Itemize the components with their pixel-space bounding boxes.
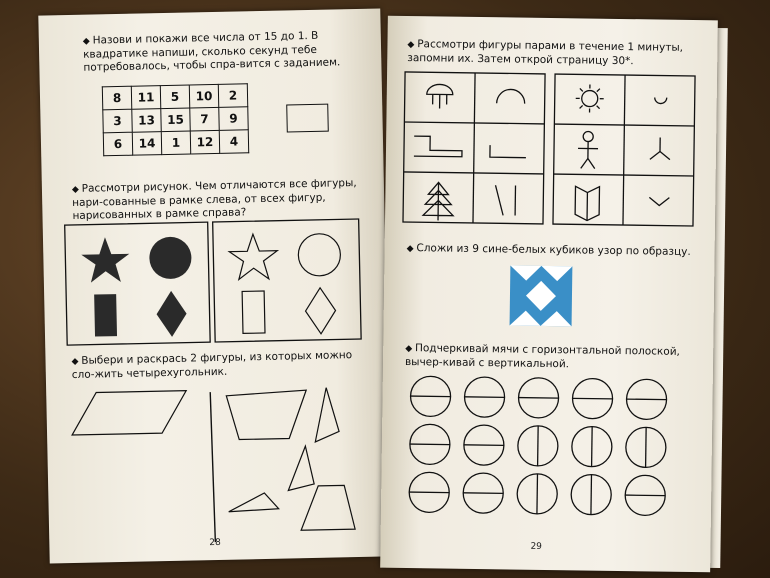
ball-vertical-stripe[interactable] <box>571 474 612 515</box>
grid-row <box>103 130 248 156</box>
ball-vertical-stripe[interactable] <box>517 474 558 515</box>
task-1-text: ◆ Назови и покажи все числа от 15 до 1. В квадратике напиши, сколько секунд тебе потребовалось, чтобы спра-вится с заданием. <box>83 29 366 75</box>
number-grid <box>102 83 249 156</box>
ball-horizontal-stripe[interactable] <box>464 425 505 466</box>
ball-horizontal-stripe[interactable] <box>626 379 667 420</box>
grid-cell[interactable]: 7 <box>190 107 219 131</box>
left-frame <box>65 222 210 345</box>
outline-rectangle <box>242 291 265 333</box>
grid-cell[interactable]: 10 <box>189 84 218 108</box>
ball-horizontal-stripe[interactable] <box>410 424 451 465</box>
ball-horizontal-stripe[interactable] <box>463 473 504 514</box>
ball-horizontal-stripe[interactable] <box>464 377 505 418</box>
grid-cell[interactable]: 13 <box>132 109 161 133</box>
shapes-frames <box>65 219 368 355</box>
grid-cell[interactable]: 9 <box>219 107 248 131</box>
outline-star <box>229 234 278 280</box>
stick-figure <box>583 131 593 141</box>
chevron-shape <box>649 197 669 205</box>
memory-pairs <box>403 72 705 236</box>
right-frame <box>213 219 361 342</box>
balls-grid <box>407 374 689 538</box>
outline-diamond <box>305 287 336 334</box>
cubes-task-text: ◆ Сложи из 9 сине-белых кубиков узор по образцу. <box>407 242 699 260</box>
ball-vertical-stripe[interactable] <box>518 426 559 467</box>
triangle-flat <box>228 493 278 512</box>
triangle-small <box>287 446 314 491</box>
bracket-shape <box>490 145 526 158</box>
grid-row <box>102 84 247 110</box>
task-2-text: ◆ Рассмотри рисунок. Чем отличаются все фигуры, нари-сованные в рамке слева, от всех фигур, нарисованных в рамке справа? <box>72 177 371 223</box>
tripod-shape <box>660 152 670 160</box>
right-page <box>380 16 718 573</box>
balls-task-text: ◆ Подчеркивай мячи с горизонтальной полоской, вычер-кивай с вертикальной. <box>405 342 697 373</box>
grid-cell[interactable]: 12 <box>190 130 219 154</box>
ball-horizontal-stripe[interactable] <box>518 378 559 419</box>
ball-horizontal-stripe[interactable] <box>410 376 451 417</box>
grid-cell[interactable]: 6 <box>103 132 132 156</box>
grid-cell[interactable]: 3 <box>103 109 132 133</box>
arc-shape <box>497 89 525 103</box>
grid-cell[interactable]: 14 <box>132 132 161 156</box>
page-number-left: 28 <box>209 537 221 549</box>
tree-shape <box>423 182 454 220</box>
grid-cell[interactable]: 4 <box>219 130 248 154</box>
cube-pattern <box>510 265 575 328</box>
filled-star <box>81 237 130 283</box>
cup-shape <box>655 97 667 103</box>
outline-circle <box>298 233 341 276</box>
divider-line <box>210 392 215 542</box>
answer-box[interactable] <box>286 104 329 133</box>
ball-vertical-stripe[interactable] <box>626 427 667 468</box>
book-shape <box>575 186 599 220</box>
sun-shape <box>582 90 598 106</box>
ball-horizontal-stripe[interactable] <box>572 378 613 419</box>
parallelogram <box>71 391 187 435</box>
left-page <box>38 8 391 563</box>
grid-cell[interactable]: 15 <box>161 108 190 132</box>
ball-horizontal-stripe[interactable] <box>625 475 666 516</box>
grid-cell[interactable]: 11 <box>131 86 160 110</box>
task-3-text: ◆ Выбери и раскрась 2 фигуры, из которых можно сло-жить четырехугольник. <box>71 349 371 382</box>
grid-cell[interactable]: 2 <box>218 84 247 108</box>
trapezoid <box>226 390 307 440</box>
mushroom-shape <box>427 84 453 94</box>
grid-row <box>103 107 248 133</box>
ball-vertical-stripe[interactable] <box>572 426 613 467</box>
filled-circle <box>149 236 192 279</box>
step-shape <box>414 136 462 157</box>
triangle-tall <box>314 387 339 441</box>
page-number-right: 29 <box>530 541 542 552</box>
memory-task-text: ◆ Рассмотри фигуры парами в течение 1 минуты, запомни их. Затем открой страницу 30*. <box>407 38 699 69</box>
ball-horizontal-stripe[interactable] <box>409 472 450 513</box>
grid-cell[interactable]: 1 <box>161 131 190 155</box>
grid-cell[interactable]: 5 <box>160 85 189 109</box>
filled-diamond <box>156 291 187 338</box>
grid-cell[interactable]: 8 <box>102 86 131 110</box>
quadrilateral-shapes <box>66 379 379 545</box>
trapezoid-small <box>300 485 355 530</box>
filled-rectangle <box>94 294 117 336</box>
